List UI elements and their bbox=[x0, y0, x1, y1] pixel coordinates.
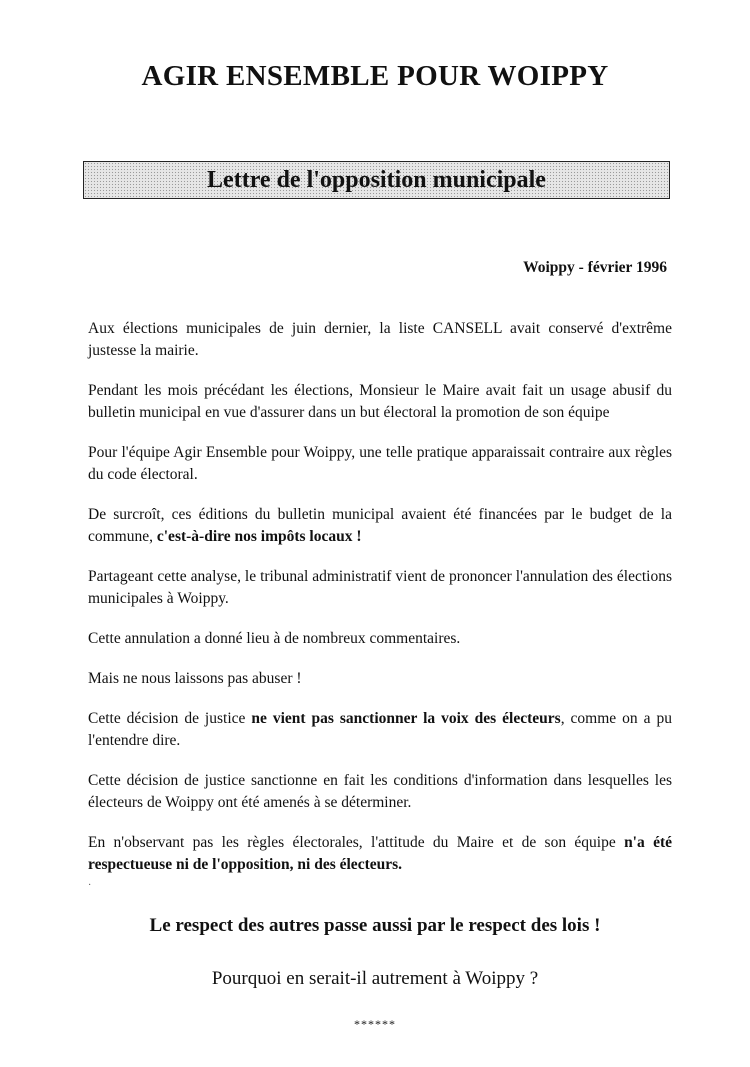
closing-question: Pourquoi en serait-il autrement à Woippy ? bbox=[211, 968, 539, 989]
paragraph-1: Aux élections municipales de juin dernier, la liste CANSELL avait conservé d'extrême justesse la mairie. bbox=[88, 320, 672, 359]
paragraph-5: Partageant cette analyse, le tribunal administratif vient de prononcer l'annulation des élections municipales à Woippy. bbox=[88, 568, 672, 607]
subtitle-banner bbox=[83, 161, 670, 199]
paragraph-10 bbox=[88, 832, 672, 876]
dateline: Woippy - février 1996 bbox=[523, 259, 667, 276]
paragraph-3: Pour l'équipe Agir Ensemble pour Woippy, une telle pratique apparaissait contraire aux règles du code électoral. bbox=[88, 444, 672, 483]
closing-slogan: Le respect des autres passe aussi par le respect des lois ! bbox=[149, 915, 601, 936]
end-stars: ****** bbox=[354, 1017, 396, 1031]
paragraph-2: Pendant les mois précédant les élections, Monsieur le Maire avait fait un usage abusif du bulletin municipal en vue d'assurer dans un but électoral la promotion de son équipe bbox=[88, 382, 672, 421]
paragraph-8-text-start: Cette décision de justice bbox=[88, 710, 252, 727]
paragraph-6: Cette annulation a donné lieu à de nombreux commentaires. bbox=[88, 630, 461, 647]
paragraph-8-emphasis: ne vient pas sanctionner la voix des électeurs bbox=[251, 710, 561, 727]
paragraph-10-text: En n'observant pas les règles électorales, l'attitude du Maire et de son équipe bbox=[88, 834, 625, 851]
paragraph-8-text-end: , comme on a pu l'entendre dire. bbox=[88, 710, 672, 749]
paragraph-4-text: De surcroît, ces éditions du bulletin municipal avaient été financées par le budget de la commune, bbox=[88, 506, 672, 545]
letter-body bbox=[88, 318, 672, 894]
paragraph-8 bbox=[88, 708, 672, 752]
page-title: AGIR ENSEMBLE POUR WOIPPY bbox=[141, 60, 609, 92]
paragraph-10-emphasis: n'a été respectueuse ni de l'opposition, ni des électeurs. bbox=[88, 834, 672, 873]
paragraph-4-emphasis: c'est-à-dire nos impôts locaux ! bbox=[156, 528, 362, 545]
paragraph-9: Cette décision de justice sanctionne en fait les conditions d'information dans lesquelles les électeurs de Woippy ont été amenés à se déterminer. bbox=[88, 772, 672, 811]
paragraph-7: Mais ne nous laissons pas abuser ! bbox=[88, 670, 302, 687]
subtitle-text: Lettre de l'opposition municipale bbox=[207, 166, 546, 193]
paragraph-4 bbox=[88, 504, 672, 548]
stray-mark: · bbox=[88, 880, 92, 891]
